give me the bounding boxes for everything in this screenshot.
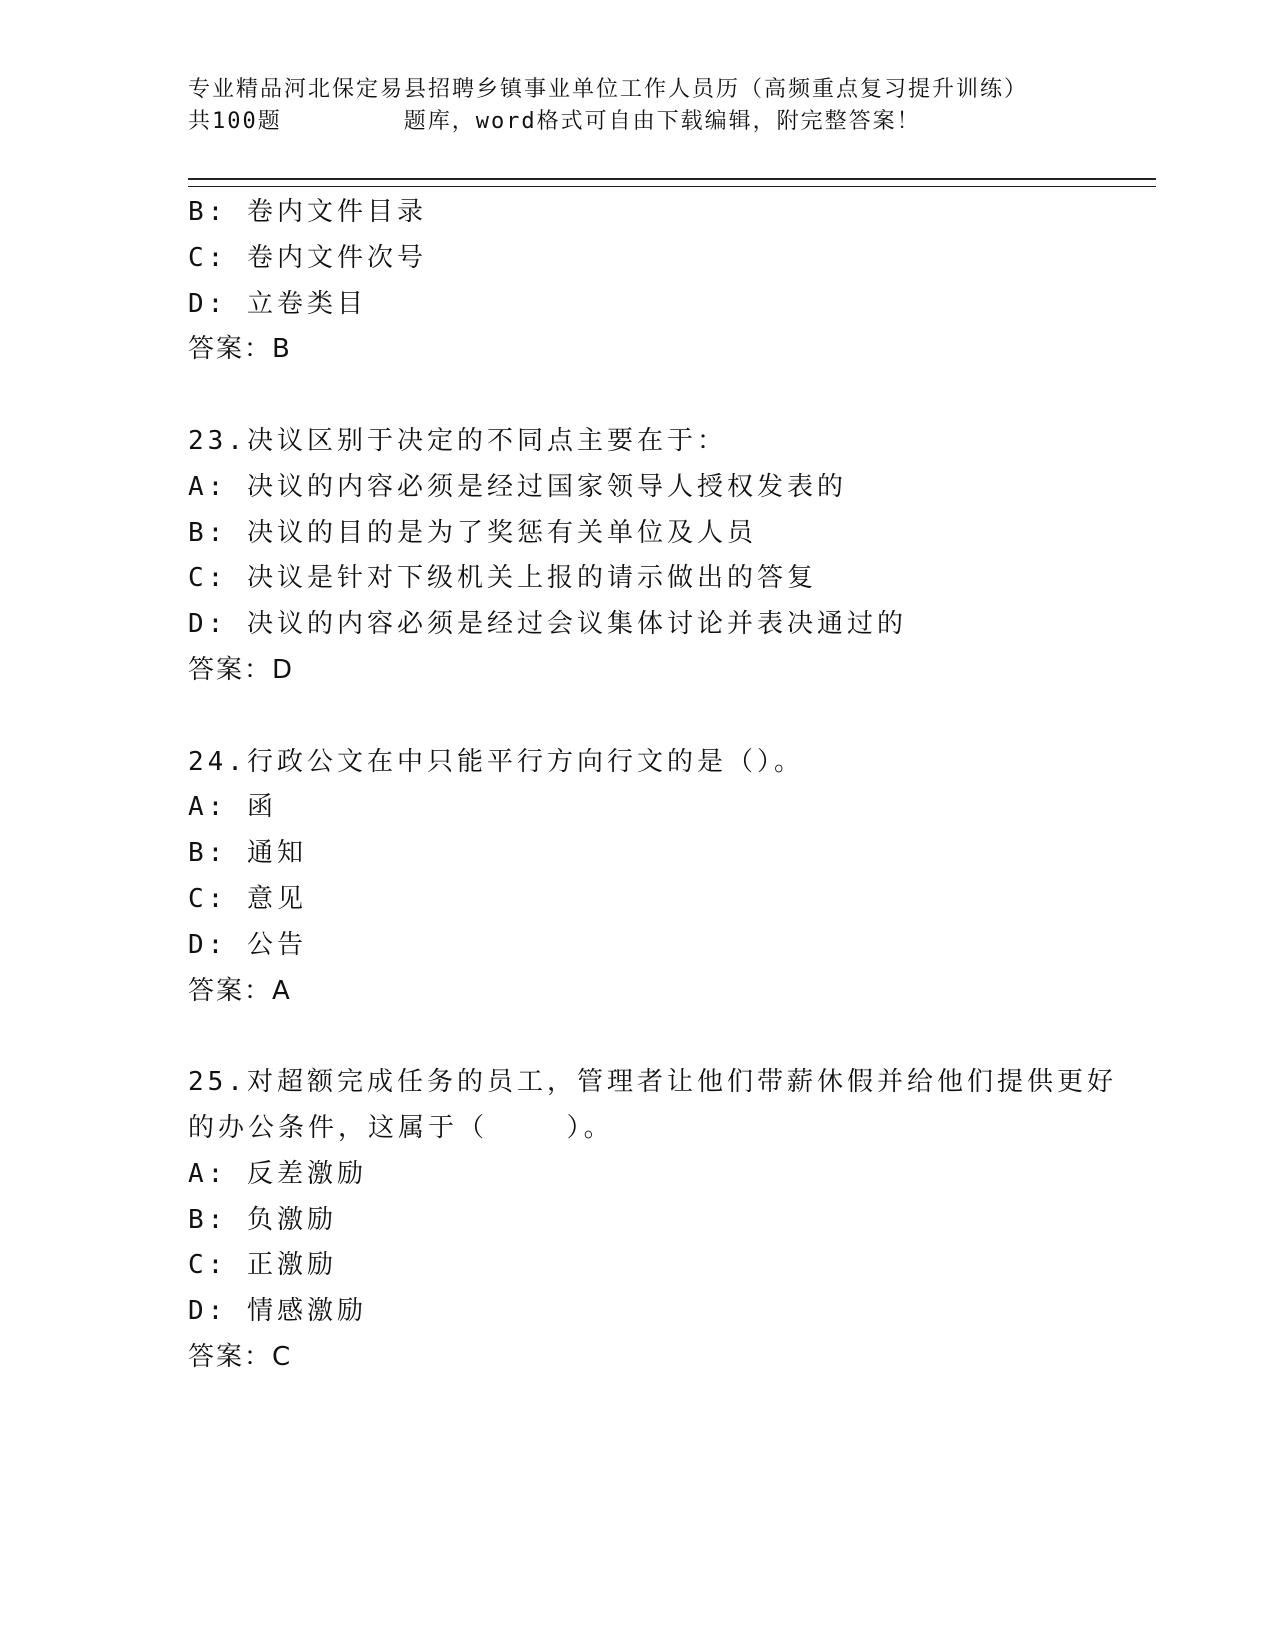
option-c: C: 卷内文件次号	[188, 242, 427, 273]
option-b: B: 决议的目的是为了奖惩有关单位及人员	[188, 517, 757, 548]
option-b: B: 通知	[188, 838, 307, 869]
answer-line: 答案：A	[188, 975, 292, 1006]
option-c: C: 决议是针对下级机关上报的请示做出的答复	[188, 563, 817, 594]
header-title-line-1: 专业精品河北保定易县招聘乡镇事业单位工作人员历（高频重点复习提升训练）	[188, 77, 1029, 102]
option-c: C: 正激励	[188, 1250, 337, 1281]
header-divider	[188, 178, 1156, 187]
question-23	[188, 419, 1148, 694]
option-a: A: 函	[188, 792, 277, 823]
spacer	[188, 1014, 1148, 1060]
question-stem: 23.决议区别于决定的不同点主要在于：	[188, 425, 727, 456]
question-stem-line-2: 的办公条件，这属于（ ）。	[188, 1112, 614, 1143]
question-stem-line-1: 25.对超额完成任务的员工，管理者让他们带薪休假并给他们提供更好	[188, 1067, 1117, 1098]
option-a: A: 决议的内容必须是经过国家领导人授权发表的	[188, 471, 847, 502]
question-25	[188, 1060, 1148, 1381]
option-b: B: 负激励	[188, 1204, 337, 1235]
spacer	[188, 694, 1148, 740]
answer-line: 答案：B	[188, 334, 292, 365]
option-b: B: 卷内文件目录	[188, 197, 427, 227]
question-content	[188, 190, 1148, 1381]
question-24	[188, 740, 1148, 1015]
option-d: D: 决议的内容必须是经过会议集体讨论并表决通过的	[188, 609, 907, 640]
option-d: D: 公告	[188, 929, 307, 960]
option-d: D: 立卷类目	[188, 288, 367, 319]
answer-line: 答案：C	[188, 1341, 293, 1372]
answer-line: 答案：D	[188, 654, 295, 685]
question-stem: 24.行政公文在中只能平行方向行文的是（）。	[188, 746, 804, 777]
option-c: C: 意见	[188, 883, 307, 914]
header-title-line-2: 共100题 题库，word格式可自由下载编辑，附完整答案！	[188, 109, 921, 134]
previous-question-tail	[188, 190, 1148, 373]
spacer	[188, 373, 1148, 419]
document-header	[188, 74, 1148, 138]
option-a: A: 反差激励	[188, 1158, 367, 1189]
option-d: D: 情感激励	[188, 1296, 367, 1327]
